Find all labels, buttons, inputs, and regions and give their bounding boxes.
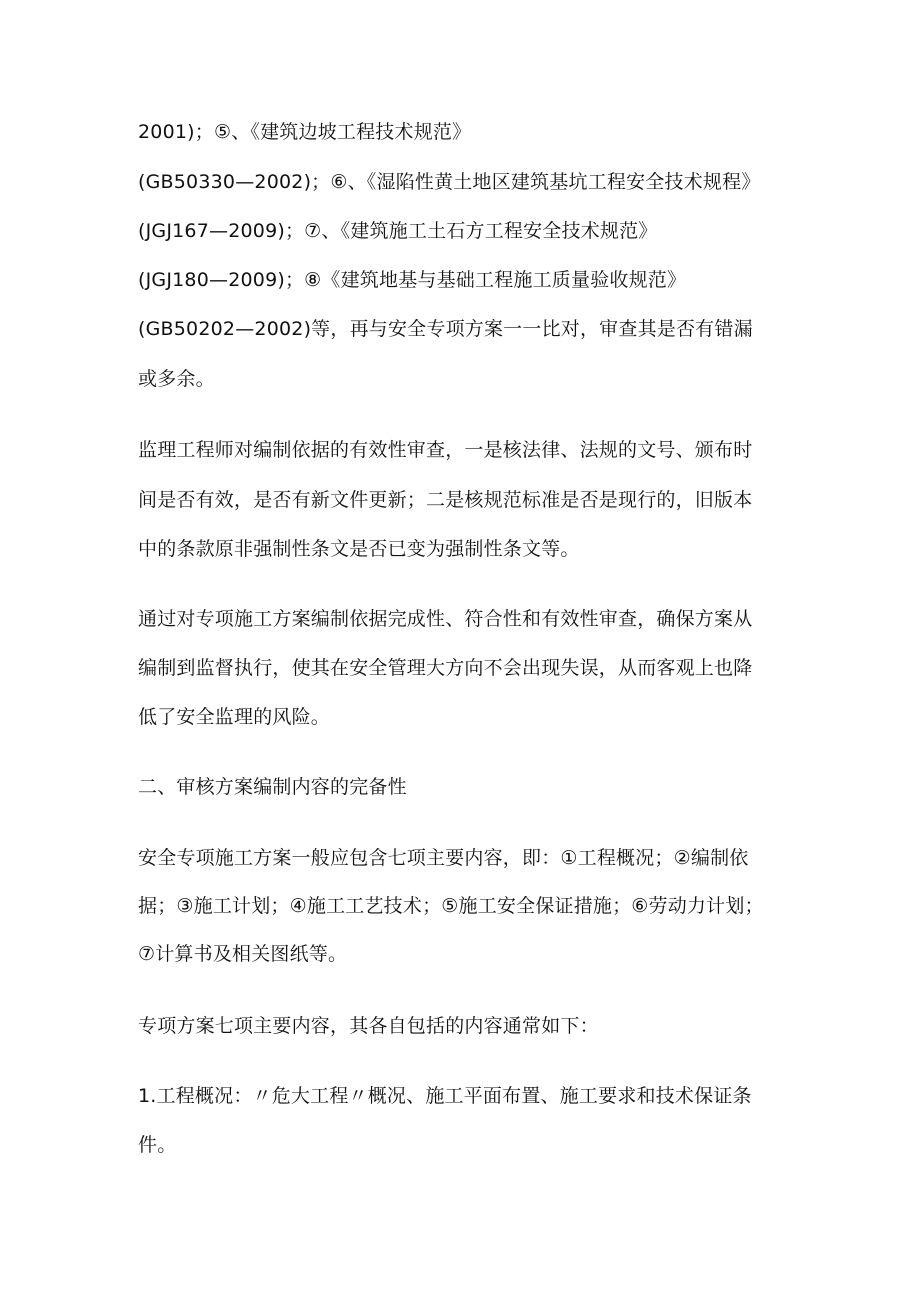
text-line: 编制到监督执行，使其在安全管理大方向不会出现失误，从而客观上也降 — [138, 657, 753, 679]
text-line: (GB50202—2002)等，再与安全专项方案一一比对，审查其是否有错漏 — [138, 318, 753, 340]
text-line: 监理工程师对编制依据的有效性审查，一是核法律、法规的文号、颁布时 — [138, 439, 753, 461]
text-line: ⑦计算书及相关图纸等。 — [138, 943, 348, 965]
text-line: 安全专项施工方案一般应包含七项主要内容，即：①工程概况；②编制依 — [138, 847, 749, 869]
text-line: 或多余。 — [138, 368, 215, 390]
text-line: 中的条款原非强制性条文是否已变为强制性条文等。 — [138, 538, 580, 560]
text-line: (GB50330—2002)；⑥、《湿陷性黄土地区建筑基坑工程安全技术规程》 — [138, 171, 761, 193]
text-line: 2001)；⑤、《建筑边坡工程技术规范》 — [138, 121, 472, 143]
text-line: 专项方案七项主要内容，其各自包括的内容通常如下： — [138, 1015, 599, 1037]
text-line: (JGJ167—2009)；⑦、《建筑施工土石方工程安全技术规范》 — [138, 220, 658, 242]
text-line: 1.工程概况：〃危大工程〃概况、施工平面布置、施工要求和技术保证条 — [138, 1085, 752, 1107]
text-line: 件。 — [138, 1134, 177, 1156]
text-line: (JGJ180—2009)；⑧《建筑地基与基础工程施工质量验收规范》 — [138, 269, 687, 291]
text-line: 低了安全监理的风险。 — [138, 706, 331, 728]
text-line: 间是否有效，是否有新文件更新；二是核规范标准是否是现行的，旧版本 — [138, 489, 753, 511]
text-line: 据；③施工计划；④施工工艺技术；⑤施工安全保证措施；⑥劳动力计划； — [138, 895, 764, 917]
section-heading: 二、审核方案编制内容的完备性 — [138, 776, 407, 798]
text-line: 通过对专项施工方案编制依据完成性、符合性和有效性审查，确保方案从 — [138, 608, 753, 630]
